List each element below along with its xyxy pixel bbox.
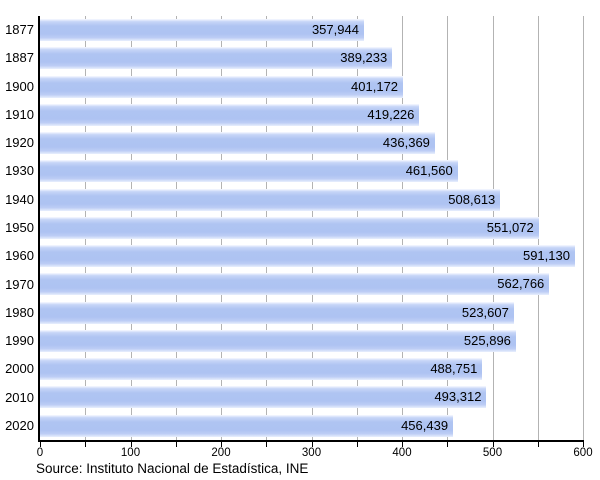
x-axis-tick [176,442,177,447]
bar [40,104,419,126]
bar-row [40,16,583,44]
x-axis-tick [266,442,267,447]
bar-value-label: 488,751 [430,361,478,377]
bar [40,76,403,98]
bar-row [40,129,583,157]
bar-row [40,214,583,242]
year-label: 1887 [5,50,34,66]
bar-row [40,242,583,270]
bar-row [40,327,583,355]
year-label: 2020 [5,417,34,433]
bar [40,302,514,324]
year-label: 2000 [5,361,34,377]
x-axis-tick [447,442,448,447]
year-label: 1990 [5,333,34,349]
x-axis-tick [538,442,539,447]
bar-value-label: 508,613 [448,191,496,207]
year-label: 1950 [5,220,34,235]
bar-row [40,299,583,327]
bar-value-label: 525,896 [463,332,511,348]
year-label: 1930 [5,163,34,179]
bar-row [40,355,583,383]
bar [40,189,500,211]
year-label: 1910 [5,106,34,122]
year-label: 1900 [5,78,34,94]
gridline [583,16,584,440]
bar-value-label: 436,369 [382,135,430,151]
x-axis-tick [85,442,86,447]
x-axis-tick-label: 600 [573,447,593,459]
year-label: 1970 [5,276,34,292]
plot-area [40,16,583,440]
bar-value-label: 357,944 [311,22,359,37]
bar-row [40,73,583,101]
bar-value-label: 389,233 [340,50,388,66]
bar [40,47,392,69]
bar-value-label: 461,560 [405,163,453,179]
x-axis-tick-label: 300 [301,447,322,459]
year-label: 1980 [5,304,34,320]
bar [40,386,486,408]
x-axis-tick-label: 500 [482,447,503,459]
bar-row [40,186,583,214]
x-axis-tick-label: 0 [36,447,44,459]
bar [40,330,516,352]
x-axis-tick-label: 100 [120,447,141,459]
x-axis-tick-label: 400 [392,447,412,459]
bar-value-label: 551,072 [486,219,534,235]
year-label: 1877 [5,22,34,38]
bar [40,358,482,380]
bar-value-label: 562,766 [497,276,545,292]
bar-row [40,157,583,185]
year-label: 1940 [5,191,34,207]
bar [40,19,364,41]
bar-value-label: 456,439 [401,417,449,433]
y-axis-line [38,16,40,442]
year-label: 1960 [5,248,34,264]
bar [40,415,453,437]
bar [40,160,458,182]
bar-value-label: 591,130 [522,248,570,264]
source-note: Source: Instituto Nacional de Estadística, INE [36,461,309,476]
bar-row [40,44,583,72]
bar [40,132,435,154]
bar-row [40,101,583,129]
x-axis-tick [357,442,358,447]
bar-row [40,383,583,411]
bar [40,217,539,239]
bar-value-label: 523,607 [461,304,509,320]
x-axis-tick-label: 200 [211,447,231,459]
bar [40,273,549,295]
year-label: 1920 [5,135,34,151]
bar-row [40,270,583,298]
bar [40,245,575,267]
bar-row [40,412,583,440]
bar-value-label: 493,312 [434,389,482,405]
bar-value-label: 419,226 [367,106,415,122]
year-label: 2010 [5,389,34,405]
bar-value-label: 401,172 [351,78,399,94]
